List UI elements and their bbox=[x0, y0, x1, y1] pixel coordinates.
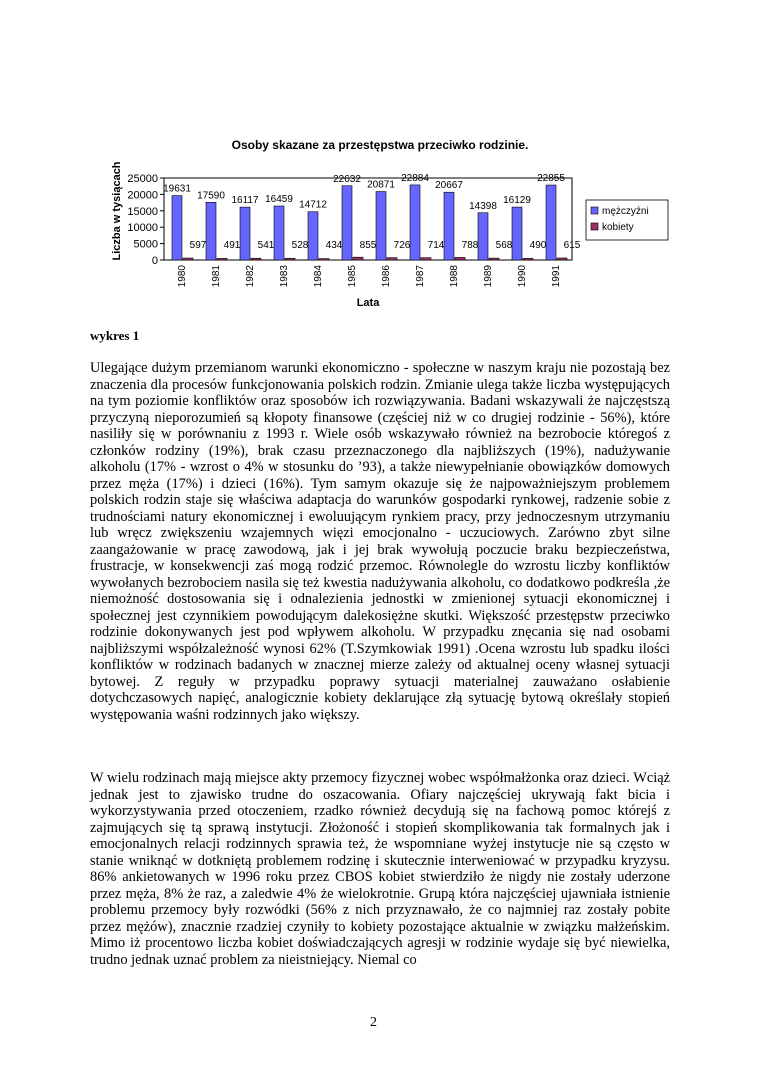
x-tick-label: 1981 bbox=[211, 265, 222, 288]
data-label-kobiety: 434 bbox=[325, 240, 343, 251]
bar-mezczyzni bbox=[376, 192, 386, 260]
bar-kobiety bbox=[319, 259, 329, 260]
bar-mezczyzni bbox=[240, 207, 250, 260]
bar-kobiety bbox=[421, 258, 431, 260]
data-label-mezczyzni: 19631 bbox=[163, 183, 191, 195]
data-label-mezczyzni: 22884 bbox=[401, 172, 429, 184]
bar-mezczyzni bbox=[274, 206, 284, 260]
bar-kobiety bbox=[353, 257, 363, 260]
paragraph-2: W wielu rodzinach mają miejsce akty przemocy fizycznej wobec współmałżonka oraz dzieci. Wciąż jednak jest to zjawisko trudne do oszacowania. Ofiary najczęściej ukrywają fakt bicia i wykorzystywania przed otoczeniem, rzadko również decydują się na fachową pomoc którejś z zajmujących się tą sprawą instytucji. Złożoność i stopień skomplikowania tak formalnych jak i emocjonalnych relacji rodzinnych sprawia też, że wspomniane wyżej instytucje nie są często w stanie wniknąć w dotkniętą problemem rodzinę i skutecznie interweniować w przypadku kryzysu. 86% ankietowanych w 1996 roku przez CBOS kobiet stwierdziło że nigdy nie zostały uderzone przez męża, 8% że raz, a zaledwie 4% że wielokrotnie. Grupą która najczęściej ujawniała istnienie problemu przemocy były rozwódki (56% z nich przyznawało, że co najmniej raz zostały pobite przez mężów), znacznie rzadziej czyniły to kobiety pozostające aktualnie w związku małżeńskim. Mimo iż procentowo liczba kobiet doświadczających agresji w rodzinie wydaje się być niewielka, trudno jednak uznać problem za nieistniejący. Niemal co bbox=[90, 770, 670, 968]
x-tick-label: 1982 bbox=[245, 265, 256, 288]
data-label-mezczyzni: 17590 bbox=[197, 190, 225, 202]
data-label-kobiety: 714 bbox=[427, 240, 445, 251]
data-label-kobiety: 597 bbox=[189, 240, 207, 251]
bar-kobiety bbox=[285, 258, 295, 260]
y-tick-label: 20000 bbox=[127, 189, 158, 202]
data-label-mezczyzni: 22632 bbox=[333, 173, 361, 185]
y-tick-label: 5000 bbox=[133, 238, 158, 251]
chart bbox=[100, 130, 680, 320]
x-tick-label: 1985 bbox=[347, 265, 358, 288]
data-label-mezczyzni: 16129 bbox=[503, 195, 531, 207]
page-number: 2 bbox=[370, 1015, 377, 1030]
x-tick-label: 1990 bbox=[517, 265, 528, 288]
data-label-mezczyzni: 14712 bbox=[299, 199, 327, 211]
bar-kobiety bbox=[387, 258, 397, 260]
data-label-mezczyzni: 22855 bbox=[537, 173, 565, 185]
x-tick-label: 1983 bbox=[279, 265, 290, 288]
bar-kobiety bbox=[183, 258, 193, 260]
bar-mezczyzni bbox=[444, 192, 454, 260]
data-label-mezczyzni: 16459 bbox=[265, 194, 293, 206]
data-label-mezczyzni: 20667 bbox=[435, 180, 463, 192]
data-label-kobiety: 528 bbox=[291, 240, 309, 251]
legend-swatch bbox=[591, 207, 598, 214]
x-tick-label: 1988 bbox=[449, 265, 460, 288]
bar-kobiety bbox=[557, 258, 567, 260]
y-tick-label: 25000 bbox=[127, 173, 158, 185]
bar-kobiety bbox=[251, 258, 261, 260]
legend-swatch bbox=[591, 223, 598, 230]
bar-mezczyzni bbox=[172, 196, 182, 260]
bar-kobiety bbox=[217, 258, 227, 260]
y-tick-label: 0 bbox=[151, 255, 158, 267]
bar-kobiety bbox=[523, 258, 533, 260]
bar-kobiety bbox=[489, 258, 499, 260]
y-tick-label: 10000 bbox=[127, 222, 158, 235]
bar-mezczyzni bbox=[410, 185, 420, 260]
x-tick-label: 1986 bbox=[381, 265, 392, 288]
x-axis-label: Lata bbox=[356, 297, 380, 309]
data-label-kobiety: 491 bbox=[223, 240, 241, 251]
x-tick-label: 1980 bbox=[177, 265, 188, 288]
x-tick-label: 1991 bbox=[551, 265, 562, 288]
bar-mezczyzni bbox=[478, 213, 488, 260]
paragraph-1: Ulegające dużym przemianom warunki ekonomiczno - społeczne w naszym kraju nie pozostają bez znaczenia dla procesów funkcjonowania polskich rodzin. Zmianie ulega także liczba występujących na tym poziomie konfliktów oraz sposobów ich rozwiązywania. Badani wskazywali że najczęstszą przyczyną nieporozumień są kłopoty finansowe (częściej niż w co drugiej rodzinie - 56%), które nasiliły się w porównaniu z 1993 r. Wiele osób wskazywało również na bezrobocie któregoś z członków rodziny (19%), brak czasu przeznaczonego dla najbliższych (19%), nadużywanie alkoholu (17% - wzrost o 4% w stosunku do ’93), a także niewypełnianie obowiązków domowych przez męża (17%) i dzieci (16%). Tym samym okazuje się że najpoważniejszym problemem polskich rodzin staje się właściwa adaptacja do warunków gospodarki rynkowej, radzenie sobie z trudnościami natury ekonomicznej i ewoluującym rynkiem pracy, przy jednoczesnym utrzymaniu lub wręcz zwiększeniu wzajemnych więzi emocjonalno - uczuciowych. Zarówno zbyt silne zaangażowanie w pracę zawodową, jak i jej brak wywołują poczucie braku bezpieczeństwa, frustracje, w konsekwencji zaś mogą rodzić przemoc. Równolegle do wzrostu liczby konfliktów wywołanych bezrobociem nasila się też kwestia nadużywania alkoholu, co dodatkowo podkreśla ,że niemożność dostosowania się i odnalezienia jednostki w zmienionej sytuacji ekonomicznej i społecznej jest czynnikiem powodującym dalekosiężne skutki. Większość przestępstw przeciwko rodzinie dokonywanych jest pod wpływem alkoholu. W przypadku znęcania się nad osobami najbliższymi współzależność wynosi 62% (T.Szymkowiak 1991) .Ocena wzrostu lub spadku ilości konfliktów w rodzinach badanych w znacznej mierze zależy od aktualnej oceny własnej sytuacji bytowej. Z reguły w przypadku poprawy sytuacji materialnej zauważano osłabienie dotychczasowych napięć, analogicznie kobiety deklarujące złą sytuację bytową określały stopień występowania waśni rodzinnych jako większy. bbox=[90, 360, 670, 723]
x-tick-label: 1984 bbox=[313, 265, 324, 288]
y-axis-label: Liczba w tysiącach bbox=[111, 161, 123, 261]
bar-mezczyzni bbox=[546, 185, 556, 260]
figure-caption: wykres 1 bbox=[90, 328, 140, 343]
bar-mezczyzni bbox=[342, 186, 352, 260]
data-label-kobiety: 568 bbox=[495, 240, 513, 251]
data-label-kobiety: 541 bbox=[257, 240, 275, 251]
legend-label: kobiety bbox=[602, 222, 634, 233]
data-label-mezczyzni: 16117 bbox=[231, 195, 259, 207]
chart-svg bbox=[100, 130, 680, 320]
x-tick-label: 1987 bbox=[415, 265, 426, 288]
y-tick-label: 15000 bbox=[127, 205, 158, 218]
data-label-kobiety: 855 bbox=[359, 240, 377, 251]
bar-mezczyzni bbox=[206, 202, 216, 260]
data-label-kobiety: 788 bbox=[461, 240, 479, 251]
bar-mezczyzni bbox=[512, 207, 522, 260]
data-label-mezczyzni: 14398 bbox=[469, 200, 497, 212]
legend-label: mężczyźni bbox=[602, 206, 649, 217]
data-label-kobiety: 726 bbox=[393, 240, 411, 251]
data-label-mezczyzni: 20871 bbox=[367, 179, 395, 191]
chart-title: Osoby skazane za przestępstwa przeciwko rodzinie. bbox=[231, 138, 529, 152]
bar-kobiety bbox=[455, 257, 465, 260]
bar-mezczyzni bbox=[308, 212, 318, 260]
data-label-kobiety: 490 bbox=[529, 240, 547, 251]
data-label-kobiety: 615 bbox=[563, 240, 581, 251]
x-tick-label: 1989 bbox=[483, 265, 494, 288]
